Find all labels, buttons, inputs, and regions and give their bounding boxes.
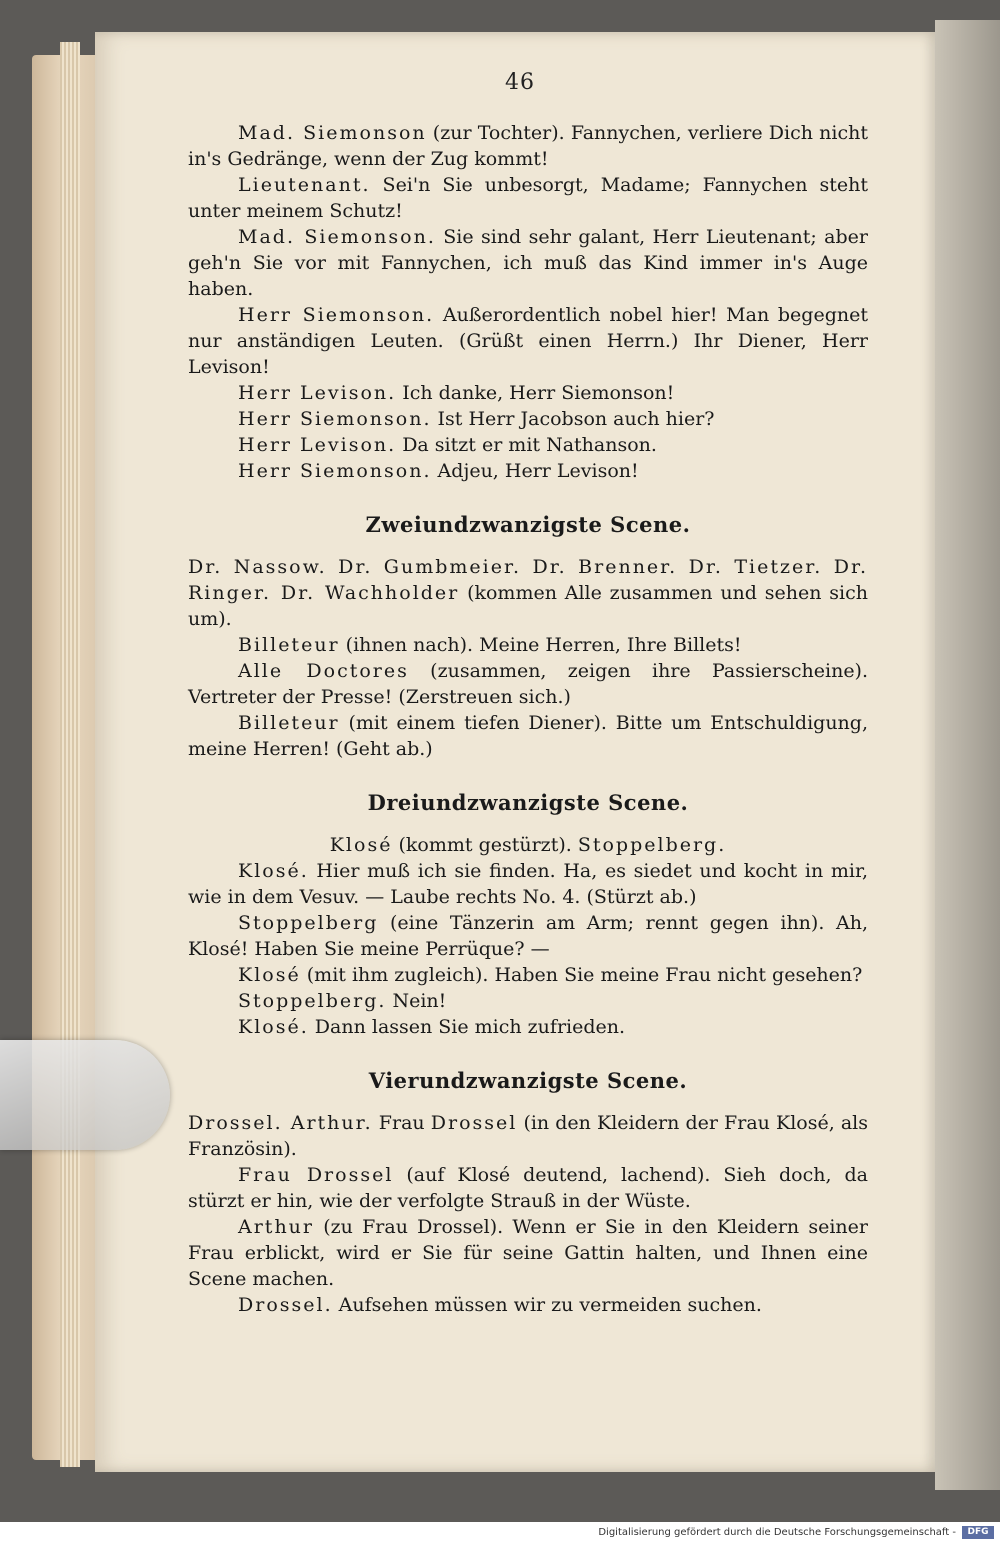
page-number: 46 <box>505 70 535 95</box>
text-paragraph <box>188 458 868 484</box>
text-run: (kommen Alle zusammen und sehen sich um). <box>188 582 868 630</box>
text-paragraph <box>188 1162 868 1214</box>
text-run: (ihnen nach). Meine Herren, Ihre Billets! <box>339 634 742 656</box>
scene-heading <box>188 1068 868 1094</box>
text-run: (in den Kleidern der Frau Klosé, als Französin). <box>188 1112 869 1160</box>
page-holder-clip <box>0 1040 170 1150</box>
text-paragraph <box>188 1292 868 1318</box>
speaker-name: Herr Levison. <box>238 382 397 404</box>
funding-footer: Digitalisierung gefördert durch die Deutsche Forschungsgemeinschaft - <box>0 1522 1000 1543</box>
text-run: Dreiundzwanzigste Scene. <box>367 790 689 815</box>
text-run: Aufsehen müssen wir zu vermeiden suchen. <box>332 1294 762 1316</box>
speaker-name: Stoppelberg. <box>238 990 387 1012</box>
scene-heading <box>188 512 868 538</box>
text-run: (zur Tochter). Fannychen, verliere Dich nicht in's Gedränge, wenn der Zug kommt! <box>188 122 868 170</box>
scene-heading <box>188 790 868 816</box>
text-run: (mit ihm zugleich). Haben Sie meine Frau nicht gesehen? <box>300 964 863 986</box>
speaker-name: Frau Drossel <box>238 1164 394 1186</box>
speaker-name: Klosé. <box>238 1016 309 1038</box>
text-paragraph <box>188 1014 868 1040</box>
speaker-name: Stoppelberg. <box>577 834 727 856</box>
speaker-name: Klosé <box>238 964 301 986</box>
text-run: (kommt gestürzt). <box>392 834 578 856</box>
text-run: Vierundzwanzigste Scene. <box>368 1068 688 1093</box>
text-paragraph <box>188 858 868 910</box>
text-run: (eine Tänzerin am Arm; rennt gegen ihn). Ah, Klosé! Haben Sie meine Perrüque? — <box>188 912 868 960</box>
dfg-logo: DFG <box>962 1526 994 1539</box>
speaker-name: Drossel. <box>238 1294 333 1316</box>
speaker-name: Arthur <box>238 1216 314 1238</box>
speaker-name: Herr Siemonson. <box>238 408 432 430</box>
speaker-name: Mad. Siemonson. <box>238 226 436 248</box>
text-paragraph <box>188 1110 868 1162</box>
text-run: Sie sind sehr galant, Herr Lieutenant; aber geh'n Sie vor mit Fannychen, ich muß das Kind immer in's Auge haben. <box>188 226 868 300</box>
speaker-name: Herr Siemonson. <box>238 460 432 482</box>
speaker-name: Alle Doctores <box>238 660 409 682</box>
text-run: (mit einem tiefen Diener). Bitte um Entschuldigung, meine Herren! (Geht ab.) <box>188 712 868 760</box>
text-run: Hier muß ich sie finden. Ha, es siedet und kocht in mir, wie in dem Vesuv. — Laube rechts No. 4. (Stürzt ab.) <box>188 860 868 908</box>
text-paragraph <box>188 224 868 302</box>
speaker-name: Herr Levison. <box>238 434 397 456</box>
text-paragraph <box>188 632 868 658</box>
text-run: (zusammen, zeigen ihre Passierscheine). Vertreter der Presse! (Zerstreuen sich.) <box>188 660 869 708</box>
text-run: Ist Herr Jacobson auch hier? <box>431 408 715 430</box>
text-paragraph <box>188 910 868 962</box>
text-run: Da sitzt er mit Nathanson. <box>396 434 657 456</box>
text-run: (zu Frau Drossel). Wenn er Sie in den Kleidern seiner Frau erblickt, wird er Sie für seine Gattin halten, und Ihnen eine Scene machen. <box>188 1216 868 1290</box>
speaker-name: Lieutenant. <box>238 174 371 196</box>
speaker-name: Mad. Siemonson <box>238 122 427 144</box>
text-paragraph <box>188 380 868 406</box>
speaker-name: Klosé. <box>238 860 309 882</box>
text-paragraph <box>188 962 868 988</box>
text-paragraph <box>188 832 868 858</box>
text-run: Nein! <box>386 990 447 1012</box>
speaker-name: Drossel <box>430 1112 518 1134</box>
text-paragraph <box>188 120 868 172</box>
page-stack <box>60 42 80 1467</box>
text-run: Ich danke, Herr Siemonson! <box>396 382 675 404</box>
speaker-name: Klosé <box>329 834 393 856</box>
text-paragraph <box>188 432 868 458</box>
scan-background-right <box>935 20 1000 1490</box>
speaker-name: Drossel. Arthur. <box>188 1112 373 1134</box>
speaker-name: Herr Siemonson. <box>238 304 435 326</box>
speaker-name: Billeteur <box>238 634 340 656</box>
text-run: Sei'n Sie unbesorgt, Madame; Fannychen steht unter meinem Schutz! <box>188 174 868 222</box>
text-paragraph <box>188 710 868 762</box>
text-paragraph <box>188 406 868 432</box>
text-run: Außerordentlich nobel hier! Man begegnet nur anständigen Leuten. (Grüßt einen Herrn.) Ihr Diener, Herr Levison! <box>188 304 868 378</box>
text-run: Zweiundzwanzigste Scene. <box>365 512 691 537</box>
speaker-name: Dr. Nassow. Dr. Gumbmeier. Dr. Brenner. Dr. Tietzer. Dr. Ringer. Dr. Wachholder <box>188 556 868 604</box>
page-text <box>188 120 868 1318</box>
text-run: Dann lassen Sie mich zufrieden. <box>308 1016 626 1038</box>
text-paragraph <box>188 554 868 632</box>
text-paragraph <box>188 302 868 380</box>
speaker-name: Billeteur <box>238 712 340 734</box>
text-run: Frau <box>372 1112 431 1134</box>
text-run: (auf Klosé deutend, lachend). Sieh doch, da stürzt er hin, wie der verfolgte Strauß in der Wüste. <box>188 1164 868 1212</box>
text-paragraph <box>188 1214 868 1292</box>
speaker-name: Stoppelberg <box>238 912 379 934</box>
text-paragraph <box>188 988 868 1014</box>
text-paragraph <box>188 172 868 224</box>
text-run: Adjeu, Herr Levison! <box>431 460 639 482</box>
text-paragraph <box>188 658 868 710</box>
